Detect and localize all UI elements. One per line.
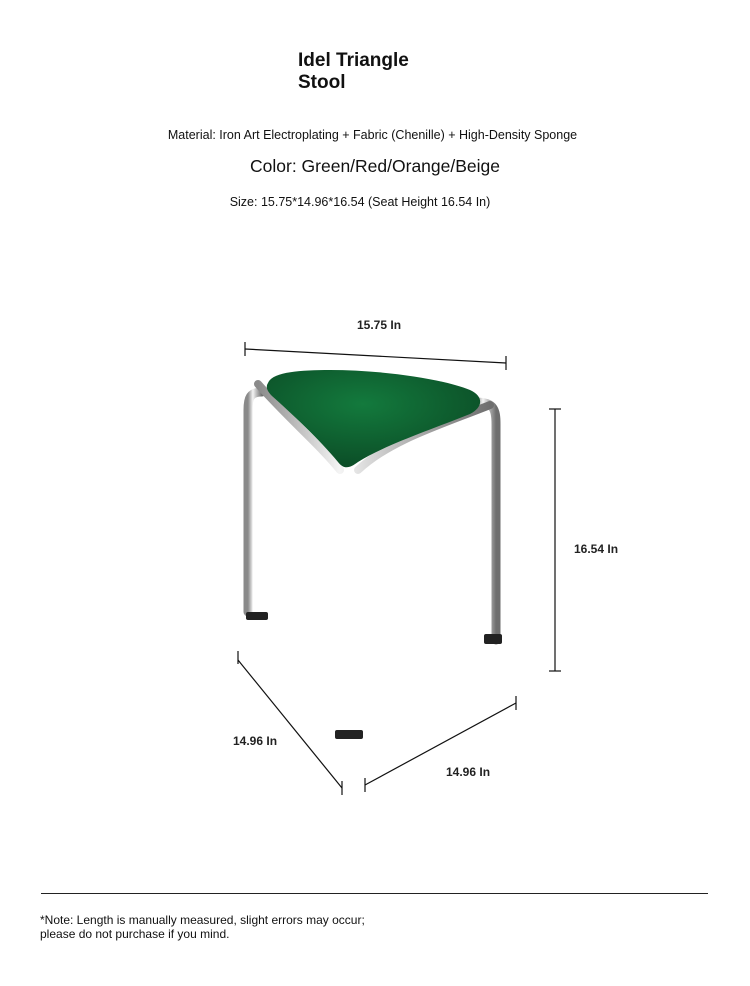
divider	[41, 893, 708, 894]
stool-leg-left	[246, 392, 268, 620]
note-line-2: please do not purchase if you mind.	[40, 927, 230, 941]
stool-leg-right	[476, 402, 502, 644]
dimension-line-depth-left	[238, 651, 342, 795]
stool-seat	[267, 370, 480, 467]
size-text: Size: 15.75*14.96*16.54 (Seat Height 16.54 In)	[229, 195, 491, 209]
dimension-line-height	[549, 409, 561, 671]
dimension-line-width	[245, 342, 506, 370]
note-line-1: *Note: Length is manually measured, slight errors may occur;	[40, 913, 365, 927]
dimension-label-width: 15.75 In	[357, 318, 402, 332]
title-line-1: Idel Triangle	[298, 50, 409, 71]
dimension-line-depth-right	[365, 696, 516, 792]
stool-leg-front	[335, 470, 363, 739]
dimension-label-depth-right: 14.96 In	[446, 765, 491, 779]
color-text: Color: Green/Red/Orange/Beige	[250, 156, 500, 176]
stool-illustration	[246, 370, 502, 739]
dimension-label-height: 16.54 In	[574, 542, 619, 556]
dimension-label-depth-left: 14.96 In	[233, 734, 278, 748]
note	[40, 913, 365, 941]
material-text: Material: Iron Art Electroplating + Fabric (Chenille) + High-Density Sponge	[167, 128, 578, 142]
title-line-2: Stool	[298, 72, 346, 93]
